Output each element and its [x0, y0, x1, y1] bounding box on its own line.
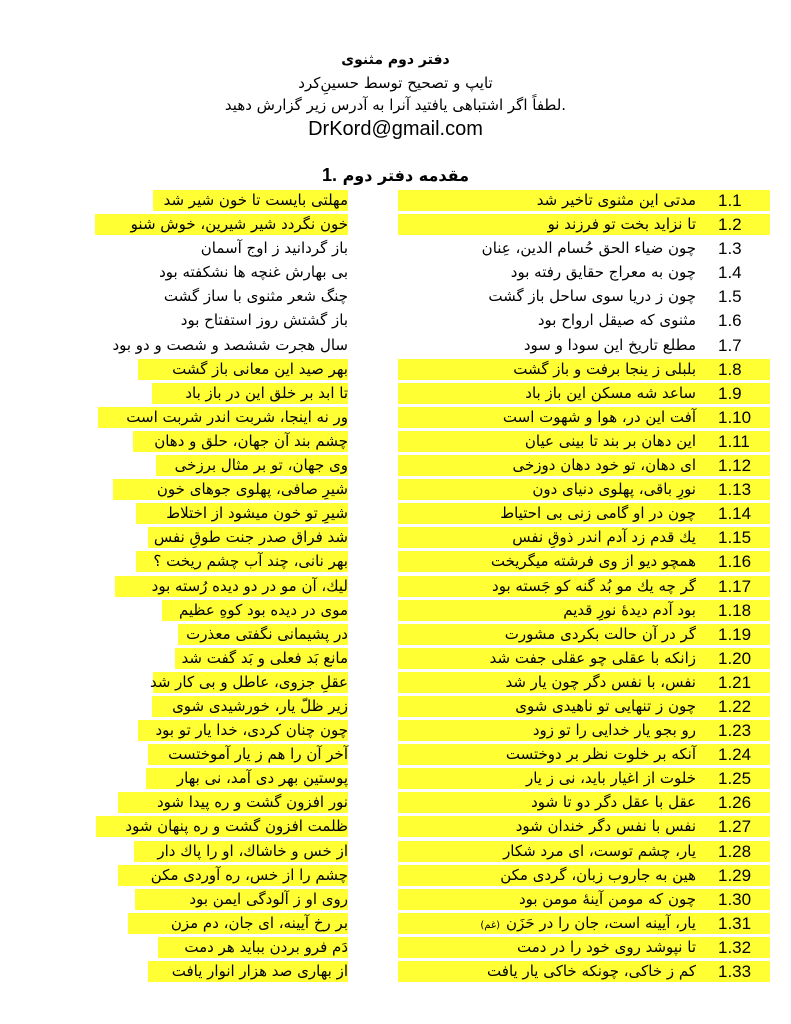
first-hemistich-text: چون که مومن آینهٔ مومن بود: [518, 889, 696, 908]
verse-second-hemistich: سال هجرت ششصد و شصت و دو بود: [112, 335, 348, 354]
verse-number: 1.6: [718, 311, 742, 331]
verse-second-hemistich: وی جهان، تو بر مثال برزخی: [174, 456, 348, 475]
verse-second-hemistich: در پشیمانی نگفتی معذرت: [186, 624, 348, 643]
verse-first-hemistich: [398, 937, 704, 958]
verse-first-hemistich: [398, 503, 704, 524]
verse-first-hemistich: [398, 479, 704, 500]
verse-second-hemistich: بهر نانی، چند آب چشم ریخت ؟: [153, 552, 348, 571]
verse-row: [0, 285, 791, 309]
first-hemistich-text: مدتی این مثنوی تاخیر شد: [536, 191, 696, 209]
verse-first-hemistich: [398, 648, 704, 669]
verse-row: [0, 550, 791, 574]
first-hemistich-text: کم ز خاکی، چونکه خاکی یار یافت: [487, 962, 696, 980]
first-hemistich-text: چون در او گامی زنی بی احتیاط: [500, 504, 696, 523]
document-title: دفتر دوم مثنوی: [341, 52, 450, 68]
first-hemistich-text: چون ضیاء الحق حُسام الدین، عِنان: [481, 239, 696, 258]
first-hemistich-text: همچو دیو از وی فرشته میگریخت: [490, 552, 696, 571]
verse-row: [0, 888, 791, 912]
verse-second-hemistich: خون نگردد شیر شیرین، خوش شنو: [130, 215, 348, 234]
verse-row: [0, 767, 791, 791]
verse-first-hemistich: [398, 816, 704, 837]
verse-number: 1.27: [718, 817, 752, 837]
verse-row: [0, 575, 791, 599]
first-hemistich-text: نورِ باقی، پهلوی دنیای دون: [532, 480, 696, 499]
first-hemistich-text: نفس با نفس دگر خندان شود: [515, 817, 696, 836]
verse-first-hemistich: [398, 383, 704, 404]
verse-number: 1.24: [718, 745, 752, 765]
verse-second-hemistich: از بهاری صد هزار انوار یافت: [171, 962, 348, 980]
verse-first-hemistich: [398, 744, 704, 765]
verse-number: 1.2: [718, 215, 742, 235]
verse-number: 1.23: [718, 721, 752, 741]
verse-row: [0, 334, 791, 358]
verse-list: [0, 189, 791, 984]
verse-row: [0, 695, 791, 719]
report-request: لطفاً اگر اشتباهی یافتید آنرا به آدرس زیر گزارش دهید.: [224, 96, 567, 114]
first-hemistich-text: گر در آن حالت بکردی مشورت: [504, 624, 696, 643]
first-hemistich-text: یار، چشم توست، ای مرد شکار: [503, 841, 696, 860]
first-hemistich-text: چون به معراج حقایق رفته بود: [510, 263, 696, 282]
first-hemistich-text: آنکه بر خلوت نظر بر دوختست: [505, 745, 696, 764]
verse-second-hemistich: شیرِ صافی، پهلوی جوهای خون: [156, 480, 348, 499]
verse-first-hemistich: [398, 359, 704, 380]
verse-row: [0, 358, 791, 382]
verse-second-hemistich: چون چنان کردی، خدا یار تو بود: [155, 721, 348, 740]
verse-row: [0, 309, 791, 333]
verse-first-hemistich: [398, 913, 704, 934]
verse-row: [0, 454, 791, 478]
section-number: 1.: [321, 165, 337, 185]
verse-number: 1.12: [718, 456, 752, 476]
verse-second-hemistich: بی بهارش غنچه ها نشکفته بود: [159, 263, 348, 282]
first-hemistich-text: بود آدم دیدهٔ نورِ قدیم: [563, 600, 696, 619]
first-hemistich-text: گر چه يك مو بُد گنه کو جَسته بود: [492, 576, 696, 595]
verse-number: 1.14: [718, 504, 752, 524]
first-hemistich-text: مطلع تاریخ این سودا و سود: [523, 335, 696, 354]
verse-number: 1.29: [718, 865, 752, 885]
verse-first-hemistich: [398, 551, 704, 572]
verse-second-hemistich: زیر ظلّ یار، خورشیدی شوی: [172, 696, 348, 715]
verse-first-hemistich: [398, 455, 704, 476]
verse-number: 1.20: [718, 648, 752, 668]
verse-row: [0, 382, 791, 406]
verse-row: [0, 502, 791, 526]
verse-number: 1.1: [718, 191, 742, 210]
first-hemistich-text: زانکه با عقلی چو عقلی جفت شد: [489, 648, 696, 667]
verse-number: 1.16: [718, 552, 752, 572]
verse-second-hemistich: بهر صید این معانی باز گشت: [172, 359, 348, 378]
verse-second-hemistich: از خس و خاشاك، او را پاك دار: [157, 841, 348, 860]
verse-first-hemistich: [398, 696, 704, 717]
first-hemistich-text: ساعد شه مسکن این باز باد: [525, 383, 696, 402]
verse-row: [0, 526, 791, 550]
verse-first-hemistich: [398, 335, 704, 356]
verse-number: 1.25: [718, 769, 752, 789]
verse-row: [0, 237, 791, 261]
section-title: مقدمه دفتر دوم: [342, 166, 470, 185]
verse-second-hemistich: ور نه اینجا، شربت اندر شربت است: [126, 407, 348, 426]
verse-number: 1.15: [718, 528, 752, 548]
verse-first-hemistich: [398, 672, 704, 693]
verse-second-hemistich: باز گردانید ز اوج آسمان: [200, 239, 348, 258]
verse-row: [0, 671, 791, 695]
verse-first-hemistich: [398, 431, 704, 452]
verse-second-hemistich: مانع بَد فعلی و بَد گفت شد: [181, 648, 348, 667]
verse-row: [0, 864, 791, 888]
verse-second-hemistich: موی در دیده بود کوهِ عظیم: [179, 600, 348, 619]
verse-first-hemistich: [398, 262, 704, 283]
verse-number: 1.31: [718, 913, 752, 933]
first-hemistich-text: چون ز دریا سوی ساحل باز گشت: [488, 287, 696, 306]
gloss-note: (غم): [480, 919, 501, 931]
verse-second-hemistich: تا ابد بر خلق این در باز باد: [185, 383, 348, 402]
verse-row: [0, 189, 791, 213]
verse-second-hemistich: شیرِ تو خون میشود از اختلاط: [166, 504, 348, 523]
verse-second-hemistich: پوستین بهر دی آمد، نی بهار: [176, 769, 348, 788]
verse-number: 1.7: [718, 335, 742, 355]
verse-number: 1.11: [718, 431, 750, 451]
verse-first-hemistich: [398, 792, 704, 813]
first-hemistich-text: چون ز تنهایی تو نا‌هیدی شوی: [515, 696, 696, 715]
typist-credit: تایپ و تصحیح توسط حسینِ‌کرد: [298, 74, 493, 92]
first-hemistich-text: هین به جاروب زبان، گردی مکن: [500, 865, 696, 884]
verse-first-hemistich: [398, 768, 704, 789]
verse-second-hemistich: آخر آن را هم ز یار آموختست: [168, 745, 348, 764]
verse-second-hemistich: چشم را از خس، ره آوردی مکن: [150, 865, 348, 884]
verse-second-hemistich: شد فراق صدر جنت طوقِ نفس: [153, 528, 348, 547]
verse-row: [0, 213, 791, 237]
verse-first-hemistich: [398, 961, 704, 982]
verse-row: [0, 599, 791, 623]
verse-first-hemistich: [398, 600, 704, 621]
first-hemistich-text: رو بجو یار خدایی را تو زود: [532, 721, 696, 740]
verse-number: 1.30: [718, 889, 752, 909]
verse-first-hemistich: [398, 841, 704, 862]
verse-row: [0, 791, 791, 815]
verse-first-hemistich: [398, 238, 704, 259]
verse-number: 1.21: [718, 672, 752, 692]
verse-row: [0, 840, 791, 864]
verse-number: 1.3: [718, 239, 742, 259]
verse-number: 1.9: [718, 383, 742, 403]
first-hemistich-text: تا نپوشد روی خود را در دمت: [517, 937, 696, 956]
verse-row: [0, 261, 791, 285]
verse-row: [0, 647, 791, 671]
verse-row: [0, 936, 791, 960]
first-hemistich-text: نفس، با نفس دگر چون یار شد: [505, 672, 696, 691]
verse-number: 1.5: [718, 287, 742, 307]
verse-first-hemistich: [398, 527, 704, 548]
verse-second-hemistich: چنگ شعر مثنوی با ساز گشت: [163, 287, 348, 306]
verse-number: 1.19: [718, 624, 752, 644]
verse-row: [0, 960, 791, 984]
verse-row: [0, 430, 791, 454]
verse-first-hemistich: [398, 576, 704, 597]
contact-email[interactable]: DrKord@gmail.com: [308, 118, 483, 140]
verse-row: [0, 406, 791, 430]
first-hemistich-text: بلبلی ز ینجا برفت و باز گشت: [513, 359, 696, 378]
first-hemistich-text: این دهان بر بند تا بینی عیان: [524, 431, 696, 450]
verse-number: 1.26: [718, 793, 752, 813]
verse-second-hemistich: ظلمت افزون گشت و ره پنهان شود: [125, 817, 348, 836]
verse-row: [0, 815, 791, 839]
verse-first-hemistich: [398, 865, 704, 886]
verse-first-hemistich: [398, 624, 704, 645]
verse-number: 1.17: [718, 576, 752, 596]
verse-number: 1.18: [718, 600, 752, 620]
verse-second-hemistich: بر رخ آیینه، ای جان، دم مزن: [170, 913, 348, 932]
verse-second-hemistich: نور افزون گشت و ره پیدا شود: [157, 793, 348, 812]
first-hemistich-text: یار، آیینه است، جان را در حَزَن: [506, 913, 696, 932]
verse-first-hemistich: [398, 310, 704, 331]
verse-first-hemistich: [398, 190, 704, 211]
verse-number: 1.10: [718, 407, 752, 427]
verse-second-hemistich: باز گشتش روز استفتاح بود: [180, 311, 348, 330]
verse-second-hemistich: لیك، آن مو در دو دیده رُسته بود: [151, 576, 348, 595]
first-hemistich-text: خلوت از اغیار باید، نی ز یار: [525, 769, 696, 788]
verse-first-hemistich: [398, 286, 704, 307]
verse-first-hemistich: [398, 407, 704, 428]
verse-second-hemistich: دَم فرو بردن بباید هر دمت: [184, 937, 348, 956]
verse-number: 1.4: [718, 263, 742, 283]
verse-row: [0, 912, 791, 936]
verse-number: 1.32: [718, 937, 752, 957]
verse-number: 1.33: [718, 962, 752, 981]
verse-second-hemistich: چشم بند آن جهان، حلق و دهان: [154, 431, 348, 450]
verse-row: [0, 743, 791, 767]
first-hemistich-text: تا نزاید بخت تو فرزند نو: [547, 215, 696, 234]
verse-row: [0, 478, 791, 502]
first-hemistich-text: يك قدم زد آدم اندر ذوقِ نفس: [512, 528, 696, 547]
verse-row: [0, 719, 791, 743]
verse-second-hemistich: عقلِ جزوی، عاطل و بی کار شد: [149, 672, 348, 691]
first-hemistich-text: عقل با عقل دگر دو تا شود: [531, 793, 696, 812]
verse-number: 1.28: [718, 841, 752, 861]
verse-second-hemistich: مهلتی بایست تا خون شیر شد: [163, 191, 348, 209]
first-hemistich-text: مثنوی که صیقل ارواح بود: [537, 311, 696, 330]
verse-first-hemistich: [398, 889, 704, 910]
first-hemistich-text: ای دهان، تو خود دهان دوزخی: [512, 456, 696, 475]
verse-second-hemistich: روی او ز آلودگی ایمن بود: [189, 889, 348, 908]
verse-number: 1.8: [718, 359, 742, 379]
verse-first-hemistich: [398, 214, 704, 235]
section-heading: [0, 165, 791, 186]
verse-row: [0, 623, 791, 647]
verse-first-hemistich: [398, 720, 704, 741]
verse-number: 1.13: [718, 480, 752, 500]
first-hemistich-text: آفت این در، هوا و شهوت است: [502, 407, 696, 426]
verse-number: 1.22: [718, 696, 752, 716]
